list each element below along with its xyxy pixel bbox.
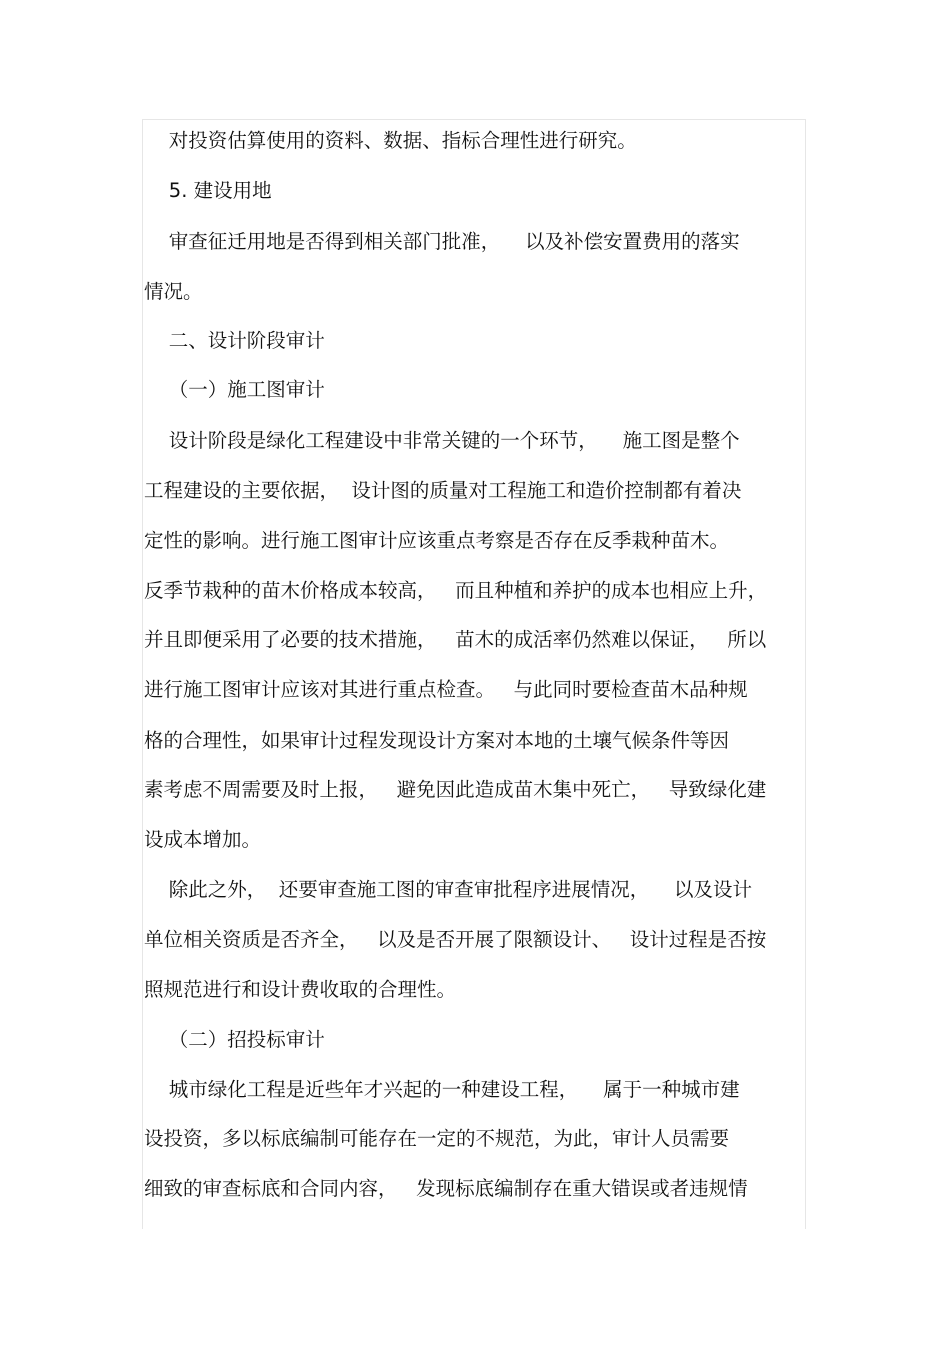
section-heading: 5. 建设用地 <box>144 179 272 202</box>
body-text-line: 除此之外， 还要审查施工图的审查审批程序进展情况， 以及设计 <box>144 878 752 901</box>
body-text-line: 单位相关资质是否齐全， 以及是否开展了限额设计、 设计过程是否按 <box>144 928 767 951</box>
body-text-line: 城市绿化工程是近些年才兴起的一种建设工程， 属于一种城市建 <box>144 1078 740 1101</box>
body-text-line: 进行施工图审计应该对其进行重点检查。 与此同时要检查苗木品种规 <box>144 678 748 701</box>
body-text-line: 设投资，多以标底编制可能存在一定的不规范，为此，审计人员需要 <box>144 1127 730 1150</box>
subsection-heading: （二）招投标审计 <box>144 1028 325 1051</box>
body-text-line: 设计阶段是绿化工程建设中非常关键的一个环节， 施工图是整个 <box>144 429 740 452</box>
subsection-heading: （一）施工图审计 <box>144 378 325 401</box>
body-text-line: 格的合理性，如果审计过程发现设计方案对本地的土壤气候条件等因 <box>144 729 730 752</box>
body-text-line: 工程建设的主要依据， 设计图的质量对工程施工和造价控制都有着决 <box>144 479 742 502</box>
body-text-line: 照规范进行和设计费收取的合理性。 <box>144 978 457 1001</box>
body-text-line: 反季节栽种的苗木价格成本较高， 而且种植和养护的成本也相应上升， <box>144 579 768 602</box>
body-text-line: 审查征迁用地是否得到相关部门批准， 以及补偿安置费用的落实 <box>144 230 740 253</box>
body-text-line: 情况。 <box>144 280 203 303</box>
section-heading: 二、设计阶段审计 <box>144 329 325 352</box>
body-text-line: 对投资估算使用的资料、数据、指标合理性进行研究。 <box>144 129 637 152</box>
body-text-line: 设成本增加。 <box>144 828 262 851</box>
body-text-line: 并且即便采用了必要的技术措施， 苗木的成活率仍然难以保证， 所以 <box>144 628 767 651</box>
body-text-line: 定性的影响。进行施工图审计应该重点考察是否存在反季栽种苗木。 <box>144 529 730 552</box>
body-text-line: 素考虑不周需要及时上报， 避免因此造成苗木集中死亡， 导致绿化建 <box>144 778 767 801</box>
body-text-line: 细致的审查标底和合同内容， 发现标底编制存在重大错误或者违规情 <box>144 1177 748 1200</box>
